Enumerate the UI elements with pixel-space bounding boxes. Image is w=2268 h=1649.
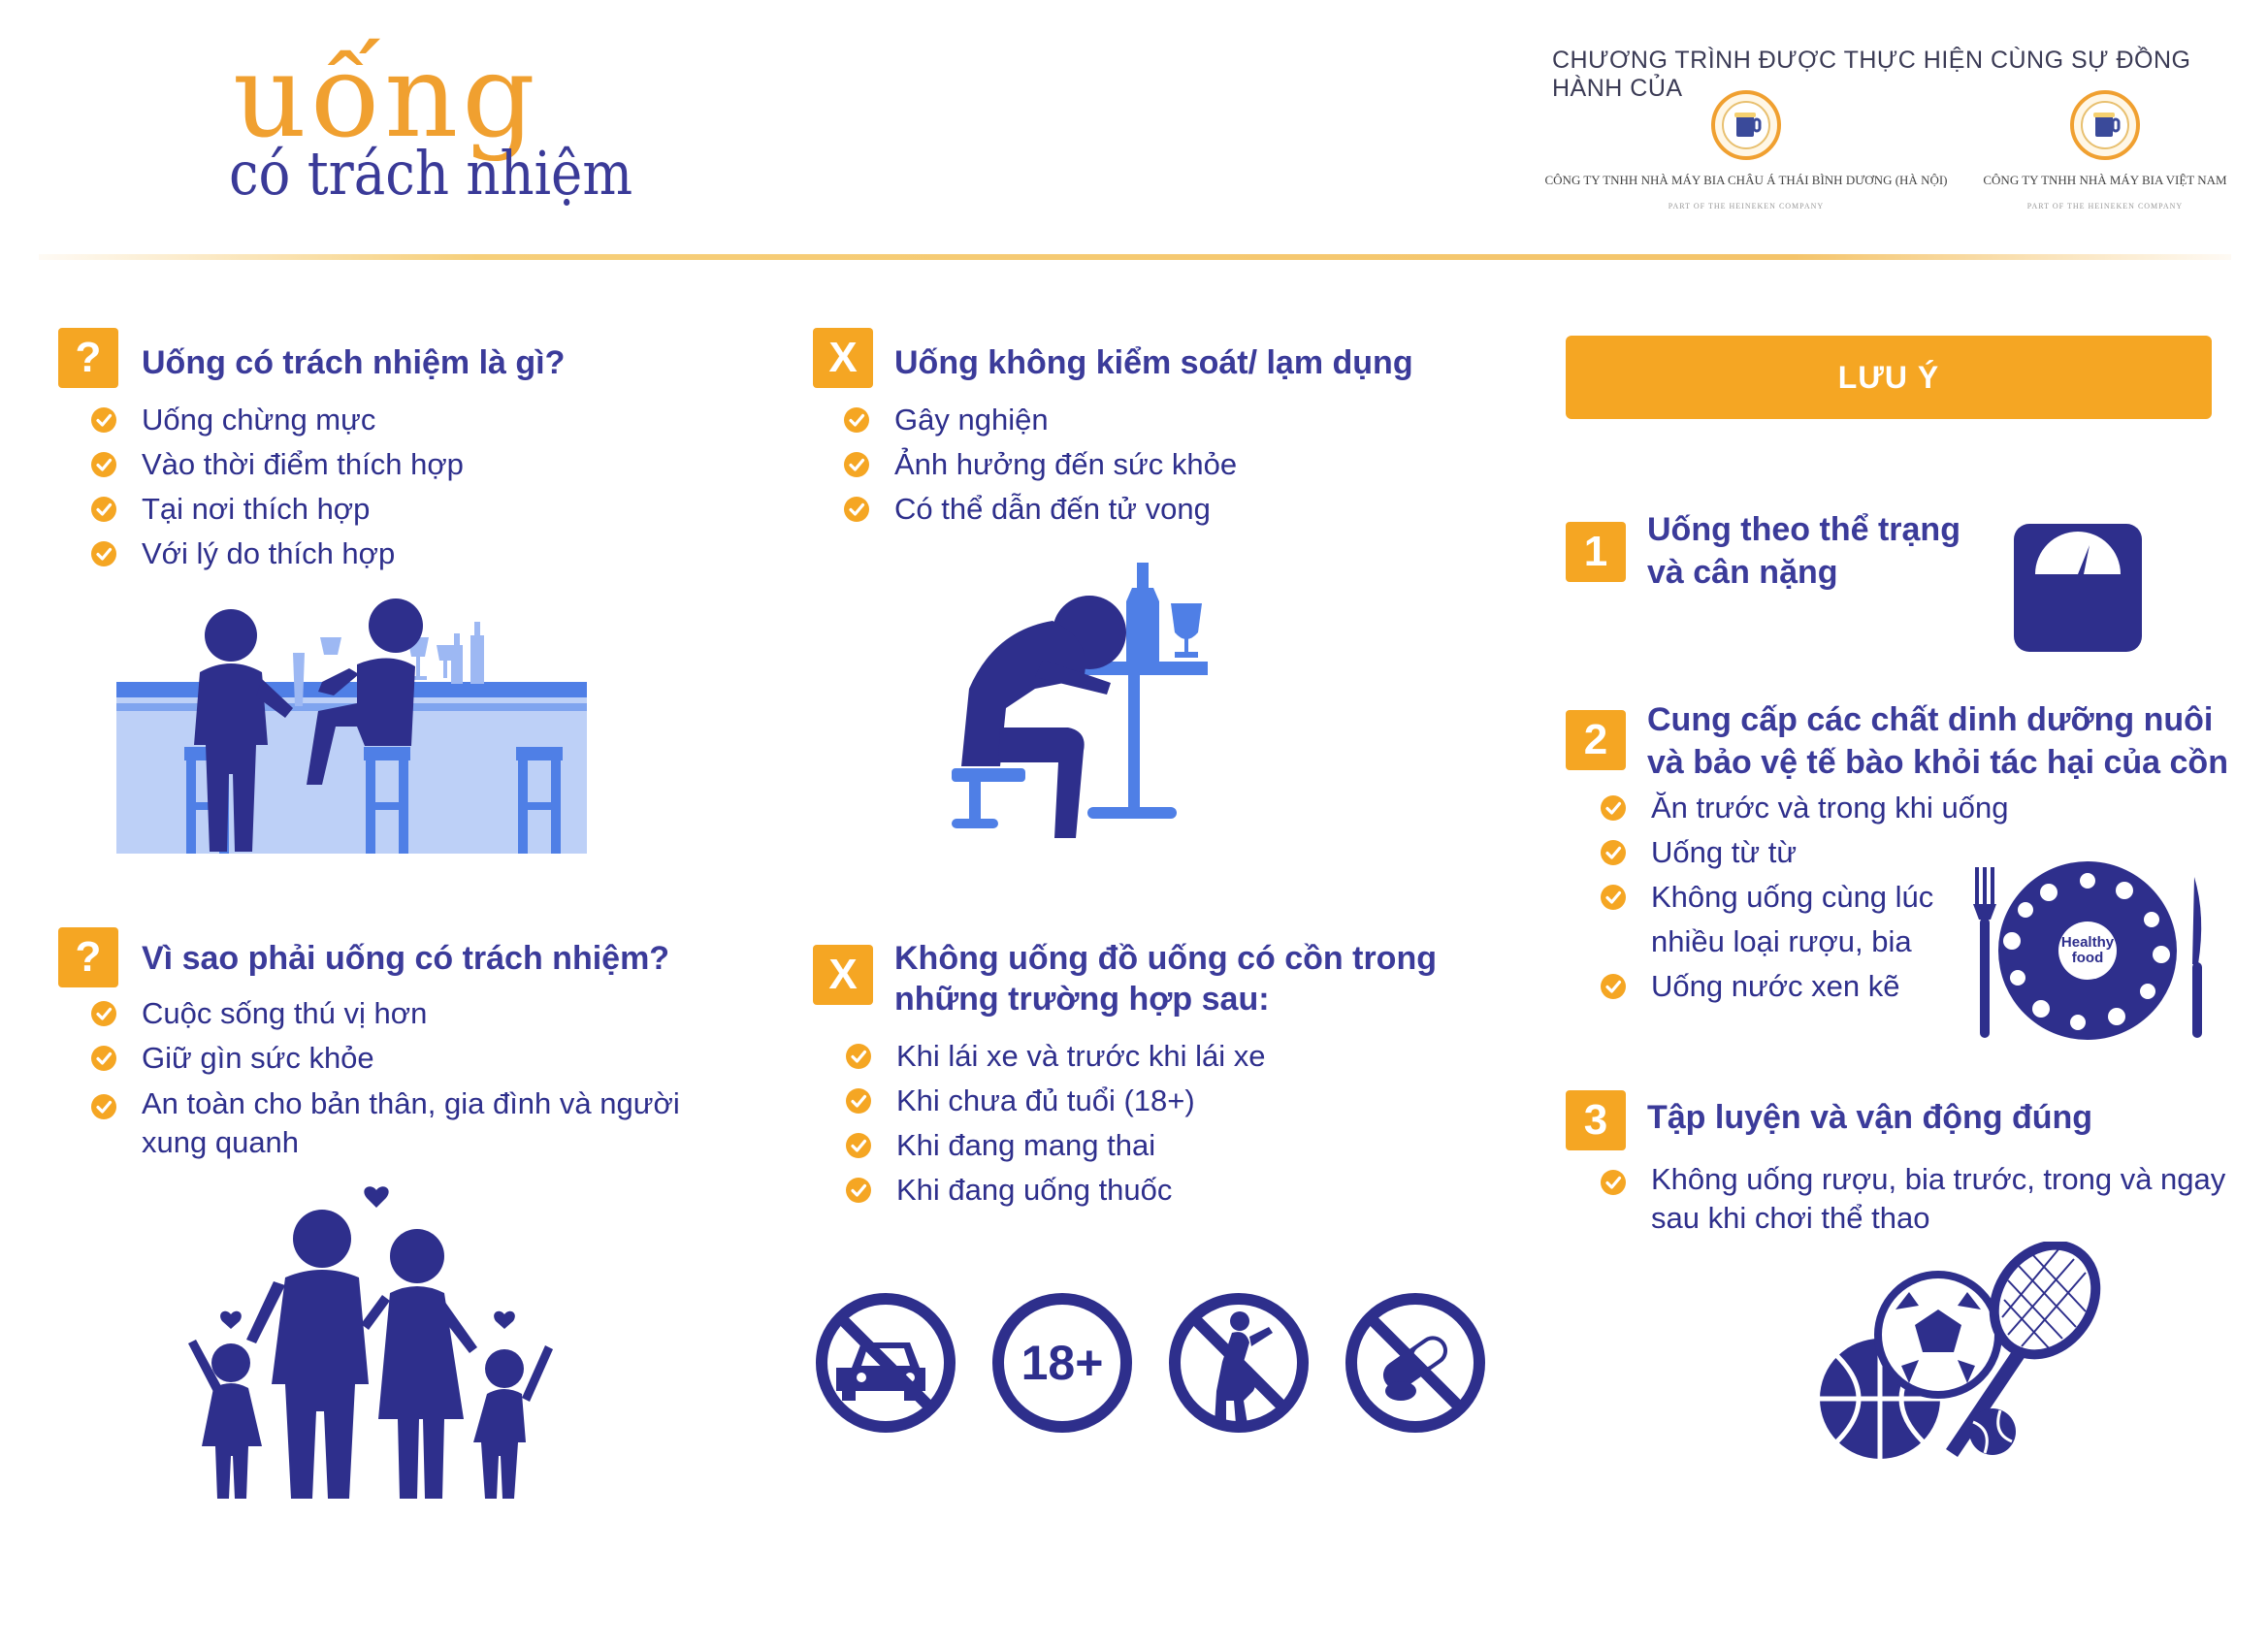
- sponsor-tagline: PART OF THE HEINEKEN COMPANY: [2026, 202, 2184, 210]
- logo-word-uong: uống: [233, 29, 539, 163]
- sports-equipment-illustration: [1802, 1242, 2113, 1465]
- check-icon: [1601, 974, 1626, 999]
- list-item: Khi đang mang thai: [846, 1123, 1266, 1168]
- sponsor-name: CÔNG TY TNHH NHÀ MÁY BIA CHÂU Á THÁI BÌNH DƯƠNG (HÀ NỘI): [1544, 173, 1948, 187]
- check-icon: [844, 407, 869, 433]
- check-icon: [1601, 1170, 1626, 1195]
- note1-title-line2: và cân nặng: [1647, 554, 1838, 591]
- heart-icon: [220, 1311, 242, 1329]
- header-divider: [39, 254, 2231, 260]
- list-item: An toàn cho bản thân, gia đình và người xung quanh: [91, 1084, 680, 1162]
- check-icon: [91, 1094, 116, 1119]
- bar-scene-illustration: [116, 597, 587, 854]
- note2-title-line2: và bảo vệ tế bào khỏi tác hại của cồn: [1647, 744, 2228, 781]
- check-icon: [91, 541, 116, 566]
- section2-title: Vì sao phải uống có trách nhiệm?: [142, 940, 670, 977]
- list-item: Khi đang uống thuốc: [846, 1168, 1266, 1212]
- question-badge: ?: [58, 927, 118, 987]
- check-icon: [1601, 795, 1626, 821]
- list-item: Uống nước xen kẽ: [1601, 964, 2009, 1009]
- vietnam-brewery-seal-icon: [2069, 89, 2141, 161]
- age-label: 18+: [1021, 1336, 1104, 1390]
- list-item: Ảnh hưởng đến sức khỏe: [844, 442, 1237, 487]
- healthy-food-plate-icon: [1963, 857, 2218, 1042]
- list-item: Uống chừng mực: [91, 398, 464, 442]
- list-item: Tại nơi thích hợp: [91, 487, 464, 532]
- heart-icon: [364, 1186, 388, 1208]
- section4-title-line1: Không uống đồ uống có cồn trong: [894, 940, 1437, 977]
- list-item: Có thể dẫn đến tử vong: [844, 487, 1237, 532]
- number-badge-1: 1: [1566, 522, 1626, 582]
- heart-icon: [494, 1311, 515, 1329]
- number-badge-3: 3: [1566, 1090, 1626, 1150]
- section4-list: [846, 1034, 1266, 1212]
- x-badge: X: [813, 328, 873, 388]
- check-icon: [846, 1133, 871, 1158]
- x-badge: X: [813, 945, 873, 1005]
- note-header: LƯU Ý: [1566, 336, 2212, 419]
- check-icon: [91, 497, 116, 522]
- sponsor-name: CÔNG TY TNHH NHÀ MÁY BIA VIỆT NAM: [1983, 173, 2227, 187]
- check-icon: [1601, 840, 1626, 865]
- check-icon: [846, 1088, 871, 1114]
- check-icon: [91, 1046, 116, 1071]
- section1-title: Uống có trách nhiệm là gì?: [142, 344, 566, 381]
- check-icon: [91, 407, 116, 433]
- family-illustration: [184, 1179, 553, 1499]
- section1-list: [91, 398, 464, 576]
- section4-title-line2: những trường hợp sau:: [894, 981, 1270, 1018]
- check-icon: [844, 497, 869, 522]
- drunk-person-illustration: [946, 553, 1237, 844]
- age-18-plus-icon: [989, 1290, 1135, 1436]
- note2-title-line1: Cung cấp các chất dinh dưỡng nuôi: [1647, 701, 2214, 738]
- check-icon: [91, 452, 116, 477]
- list-item: Không uống rượu, bia trước, trong và ngay sau khi chơi thể thao: [1601, 1160, 2225, 1238]
- list-item: Gây nghiện: [844, 398, 1237, 442]
- number-badge-2: 2: [1566, 710, 1626, 770]
- note1-title-line1: Uống theo thể trạng: [1647, 511, 1960, 548]
- list-item: Giữ gìn sức khỏe: [91, 1036, 680, 1081]
- sponsor-apb-hanoi: [1542, 89, 1950, 210]
- no-medicine-icon: [1343, 1290, 1488, 1436]
- list-item: Với lý do thích hợp: [91, 532, 464, 576]
- note3-list: [1601, 1160, 2225, 1238]
- scale-icon: [2014, 524, 2142, 652]
- section2-list: [91, 991, 680, 1162]
- check-icon: [91, 1001, 116, 1026]
- sponsor-vietnam-brewery: [1901, 89, 2268, 210]
- check-icon: [1601, 885, 1626, 910]
- check-icon: [844, 452, 869, 477]
- question-badge: ?: [58, 328, 118, 388]
- list-item: Khi chưa đủ tuổi (18+): [846, 1079, 1266, 1123]
- check-icon: [846, 1044, 871, 1069]
- list-item: Uống từ từ: [1601, 830, 2009, 875]
- note3-title: Tập luyện và vận động đúng: [1647, 1099, 2093, 1136]
- note2-list: [1601, 786, 2009, 1009]
- check-icon: [846, 1178, 871, 1203]
- list-item: Khi lái xe và trước khi lái xe: [846, 1034, 1266, 1079]
- plate-label-line1: Healthy: [2060, 934, 2115, 951]
- list-item: Vào thời điểm thích hợp: [91, 442, 464, 487]
- sponsor-tagline: PART OF THE HEINEKEN COMPANY: [1668, 202, 1825, 210]
- sponsor-title: CHƯƠNG TRÌNH ĐƯỢC THỰC HIỆN CÙNG SỰ ĐỒNG HÀNH CỦA: [1552, 47, 2191, 102]
- list-item: Không uống cùng lúc nhiều loại rượu, bia: [1601, 875, 2009, 964]
- apb-hanoi-seal-icon: [1710, 89, 1782, 161]
- plate-label-line2: food: [2071, 950, 2104, 966]
- no-car-icon: [813, 1290, 958, 1436]
- list-item: Ăn trước và trong khi uống: [1601, 786, 2009, 830]
- no-pregnant-icon: [1166, 1290, 1312, 1436]
- section3-list: [844, 398, 1237, 532]
- logo-tagline: có trách nhiệm: [229, 138, 633, 209]
- section3-title: Uống không kiểm soát/ lạm dụng: [894, 344, 1413, 381]
- list-item: Cuộc sống thú vị hơn: [91, 991, 680, 1036]
